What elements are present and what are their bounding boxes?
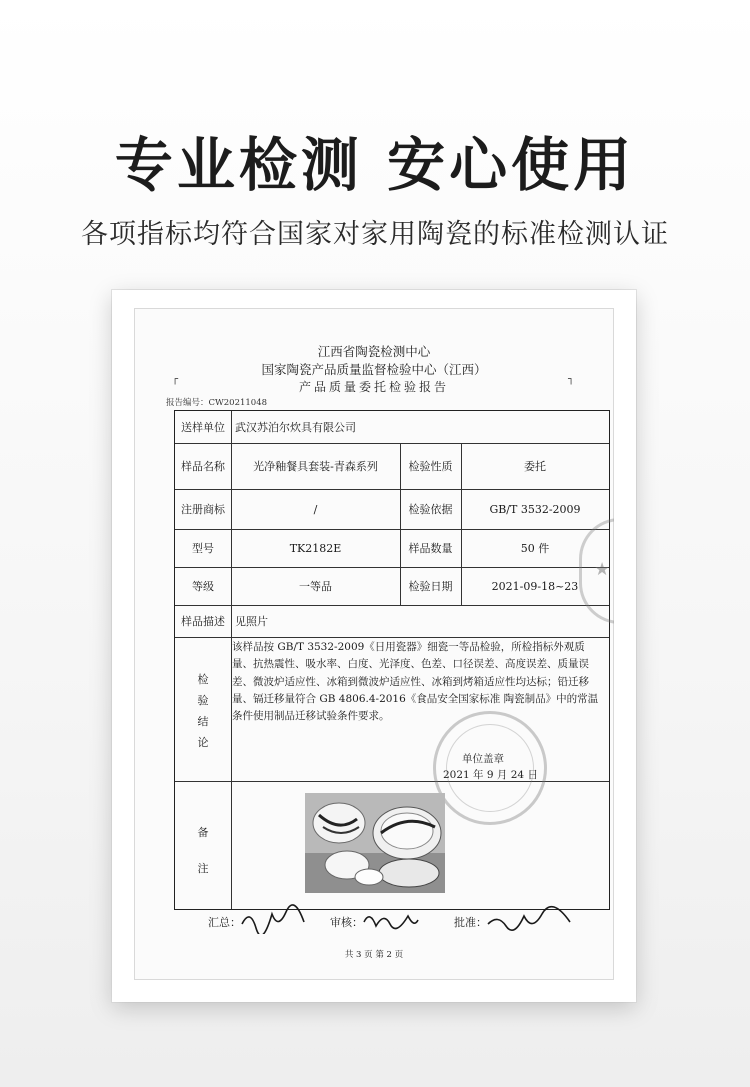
seal-label: 单位盖章 <box>462 753 504 765</box>
seal-date: 2021 年 9 月 24 日 <box>443 769 538 781</box>
page-title: 专业检测 安心使用 <box>114 131 636 199</box>
issuer-name: 江西省陶瓷检测中心 <box>317 344 431 359</box>
report-number-value: CW20211048 <box>208 398 268 408</box>
inspection-basis-value: GB/T 3532-2009 <box>489 502 581 516</box>
model-value: TK2182E <box>289 541 342 555</box>
report-number-label: 报告编号： <box>166 398 209 408</box>
trademark-label: 注册商标 <box>181 503 225 516</box>
row-divider <box>175 637 609 638</box>
conclusion-label: 检验结论 <box>197 673 209 749</box>
sample-name-label: 样品名称 <box>181 460 225 473</box>
inspection-date-value: 2021-09-18~23 <box>491 579 579 593</box>
certificate-frame <box>112 290 636 1002</box>
page-subtitle: 各项指标均符合国家对家用陶瓷的标准检测认证 <box>81 219 669 250</box>
report-table <box>174 410 610 910</box>
conclusion-text: 该样品按 GB/T 3532-2009《日用瓷器》细瓷一等品检验，所检指标外观质量、抗热震性、吸水率、白度、光泽度、色差、口径误差、高度误差、质量误差、微波炉适应性、冰箱到微波炉适应性、冰箱到烤箱适应性均达标；铅迁移量、镉迁移量符合 GB 4806.4-2016《食品安全国家标准 陶瓷制品》中的常温条件使用制品迁移试验条件要求。 <box>232 641 599 723</box>
page-count: 共 3 页 第 2 页 <box>344 950 404 960</box>
sender-label: 送样单位 <box>181 421 225 434</box>
issuer-full-name: 国家陶瓷产品质量监督检验中心（江西） <box>261 362 487 377</box>
sample-name-value: 光净釉餐具套装-青森系列 <box>253 460 378 473</box>
sample-description-label: 样品描述 <box>181 615 225 628</box>
sample-quantity-value: 50 件 <box>520 542 550 555</box>
report-type: 产品质量委托检验报告 <box>298 380 449 394</box>
inspection-basis-label: 检验依据 <box>408 503 453 516</box>
sample-quantity-label: 样品数量 <box>408 542 453 555</box>
model-label: 型号 <box>192 542 214 555</box>
compiler-signature <box>238 904 308 934</box>
star-icon: ★ <box>594 559 611 580</box>
inspection-nature-value: 委托 <box>524 460 546 473</box>
sender-value: 武汉苏泊尔炊具有限公司 <box>235 421 356 434</box>
reviewer-label: 审核： <box>330 916 363 929</box>
inspection-report <box>134 308 614 980</box>
approver-signature <box>484 904 574 934</box>
sample-photo <box>305 793 445 893</box>
approver-label: 批准： <box>454 916 487 929</box>
report-number <box>166 396 267 408</box>
remarks-label: 备注 <box>197 826 209 875</box>
compiler-label: 汇总： <box>208 916 241 929</box>
sample-description-value: 见照片 <box>235 615 268 628</box>
grade-value: 一等品 <box>299 580 332 593</box>
trademark-value: / <box>313 502 318 516</box>
inspection-nature-label: 检验性质 <box>408 460 453 473</box>
corner-mark: ┌ <box>172 374 179 385</box>
grade-label: 等级 <box>192 580 214 593</box>
inspection-date-label: 检验日期 <box>408 580 453 593</box>
corner-mark: ┐ <box>568 374 575 385</box>
reviewer-signature <box>360 904 420 934</box>
